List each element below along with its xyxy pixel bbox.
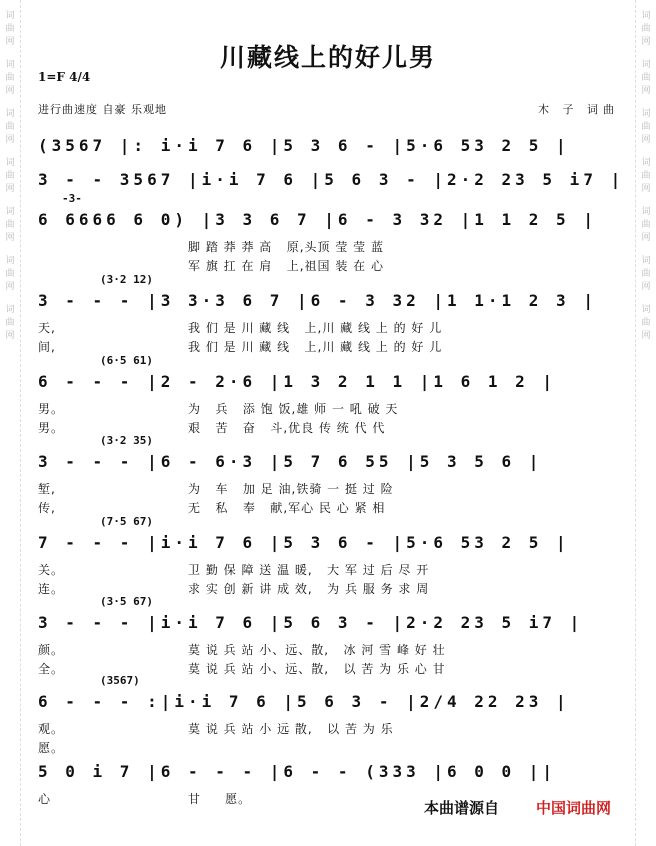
watermark-char: 网 (5, 37, 15, 47)
lyric-lead: 心 (38, 792, 52, 806)
lyric-text: 求 实 创 新 讲 成 效, 为 兵 服 务 求 周 (188, 582, 430, 596)
watermark-char: 词 (641, 256, 651, 266)
lyric-lead: 男。 (38, 421, 65, 435)
notation-row: 6 - - - :|i·i 7 6 |5 6 3 - |2/4 22 23 | (38, 692, 570, 711)
song-title: 川藏线上的好儿男 (219, 43, 436, 72)
notation-row: 7 - - - |i·i 7 6 |5 3 6 - |5·6 53 2 5 | (38, 533, 570, 552)
notation-row: 3 - - - |6 - 6·3 |5 7 6 55 |5 3 5 6 | (38, 452, 543, 471)
watermark-char: 曲 (641, 171, 651, 181)
watermark-char: 网 (5, 184, 15, 194)
grace-notes: (3567) (100, 674, 140, 687)
lyric-text: 甘 愿。 (188, 792, 252, 806)
notation-row: 3 - - - |3 3·3 6 7 |6 - 3 32 |1 1·1 2 3 | (38, 291, 597, 310)
watermark-char: 曲 (5, 171, 15, 181)
watermark-char: 曲 (5, 24, 15, 34)
watermark-char: 词 (641, 158, 651, 168)
watermark-char: 词 (5, 109, 15, 119)
side-watermark-right (635, 0, 656, 846)
watermark-char: 网 (641, 135, 651, 145)
grace-notes: (6·5 61) (100, 354, 153, 367)
lyric-text: 为 车 加 足 油,铁骑 一 挺 过 险 (188, 482, 394, 496)
watermark-char: 曲 (5, 220, 15, 230)
notation-row: 6 - - - |2 - 2·6 |1 3 2 1 1 |1 6 1 2 | (38, 372, 557, 391)
watermark-char: 网 (641, 282, 651, 292)
watermark-char: 曲 (641, 318, 651, 328)
lyric-text: 卫 勤 保 障 送 温 暖, 大 军 过 后 尽 开 (188, 563, 430, 577)
lyric-text: 莫 说 兵 站 小 远 散, 以 苦 为 乐 (188, 722, 394, 736)
watermark-char: 曲 (641, 269, 651, 279)
watermark-char: 词 (5, 256, 15, 266)
lyric-lead: 观。 (38, 722, 65, 736)
notation-row: 5 0 i 7 |6 - - - |6 - - (333 |6 0 0 || (38, 762, 557, 781)
lyric-lead: 堑, (38, 482, 56, 496)
watermark-char: 词 (5, 158, 15, 168)
watermark-char: 词 (5, 207, 15, 217)
watermark-char: 网 (5, 282, 15, 292)
notation-row: 3 - - 3567 |i·i 7 6 |5 6 3 - |2·2 23 5 i7 | (38, 170, 625, 189)
grace-notes: -3- (62, 192, 82, 205)
lyric-text: 我 们 是 川 藏 线 上,川 藏 线 上 的 好 儿 (188, 340, 443, 354)
lyric-lead: 传, (38, 501, 56, 515)
watermark-char: 曲 (5, 318, 15, 328)
watermark-char: 网 (5, 331, 15, 341)
lyric-lead: 愿。 (38, 741, 65, 755)
watermark-char: 网 (641, 233, 651, 243)
watermark-char: 网 (5, 86, 15, 96)
watermark-char: 词 (641, 60, 651, 70)
side-watermark-left (0, 0, 21, 846)
watermark-char: 词 (5, 60, 15, 70)
watermark-char: 词 (641, 207, 651, 217)
lyric-text: 莫 说 兵 站 小、远、散, 以 苦 为 乐 心 甘 (188, 662, 446, 676)
lyric-text: 无 私 奉 献,军心 民 心 紧 相 (188, 501, 386, 515)
watermark-char: 曲 (641, 73, 651, 83)
lyric-text: 军 旗 扛 在 肩 上,祖国 装 在 心 (188, 259, 384, 273)
lyric-lead: 颜。 (38, 643, 65, 657)
grace-notes: (3·2 12) (100, 273, 153, 286)
watermark-char: 曲 (641, 24, 651, 34)
grace-notes: (3·5 67) (100, 595, 153, 608)
watermark-char: 曲 (5, 269, 15, 279)
lyric-text: 我 们 是 川 藏 线 上,川 藏 线 上 的 好 儿 (188, 321, 443, 335)
notation-row: 3 - - - |i·i 7 6 |5 6 3 - |2·2 23 5 i7 | (38, 613, 584, 632)
watermark-char: 网 (5, 135, 15, 145)
watermark-char: 词 (641, 11, 651, 21)
lyric-lead: 关。 (38, 563, 65, 577)
lyric-text: 为 兵 添 饱 饭,雄 师 一 吼 破 天 (188, 402, 399, 416)
lyric-text: 艰 苦 奋 斗,优良 传 统 代 代 (188, 421, 386, 435)
lyric-lead: 全。 (38, 662, 65, 676)
watermark-char: 曲 (641, 220, 651, 230)
lyric-lead: 男。 (38, 402, 65, 416)
watermark-char: 网 (641, 86, 651, 96)
grace-notes: (7·5 67) (100, 515, 153, 528)
key-signature: 1=F 4/4 (38, 70, 91, 84)
notation-row: (3567 |: i·i 7 6 |5 3 6 - |5·6 53 2 5 | (38, 136, 570, 155)
notation-row: 6 6666 6 0) |3 3 6 7 |6 - 3 32 |1 1 2 5 | (38, 210, 597, 229)
watermark-char: 词 (641, 109, 651, 119)
watermark-char: 曲 (5, 122, 15, 132)
watermark-char: 词 (641, 305, 651, 315)
footer-site: 中国词曲网 (536, 799, 612, 817)
lyric-text: 莫 说 兵 站 小、远、散, 冰 河 雪 峰 好 壮 (188, 643, 446, 657)
watermark-char: 词 (5, 305, 15, 315)
lyric-text: 脚 踏 莽 莽 高 原,头顶 莹 莹 蓝 (188, 240, 384, 254)
lyric-lead: 间, (38, 340, 56, 354)
watermark-char: 网 (641, 331, 651, 341)
grace-notes: (3·2 35) (100, 434, 153, 447)
watermark-char: 网 (641, 37, 651, 47)
watermark-char: 网 (641, 184, 651, 194)
lyric-lead: 连。 (38, 582, 65, 596)
watermark-char: 网 (5, 233, 15, 243)
watermark-char: 曲 (641, 122, 651, 132)
tempo-marking: 进行曲速度 自豪 乐观地 (38, 103, 167, 116)
author-credit: 木 子 词曲 (538, 103, 619, 116)
lyric-lead: 天, (38, 321, 56, 335)
watermark-char: 词 (5, 11, 15, 21)
watermark-char: 曲 (5, 73, 15, 83)
footer-source: 本曲谱源自 (424, 799, 500, 817)
